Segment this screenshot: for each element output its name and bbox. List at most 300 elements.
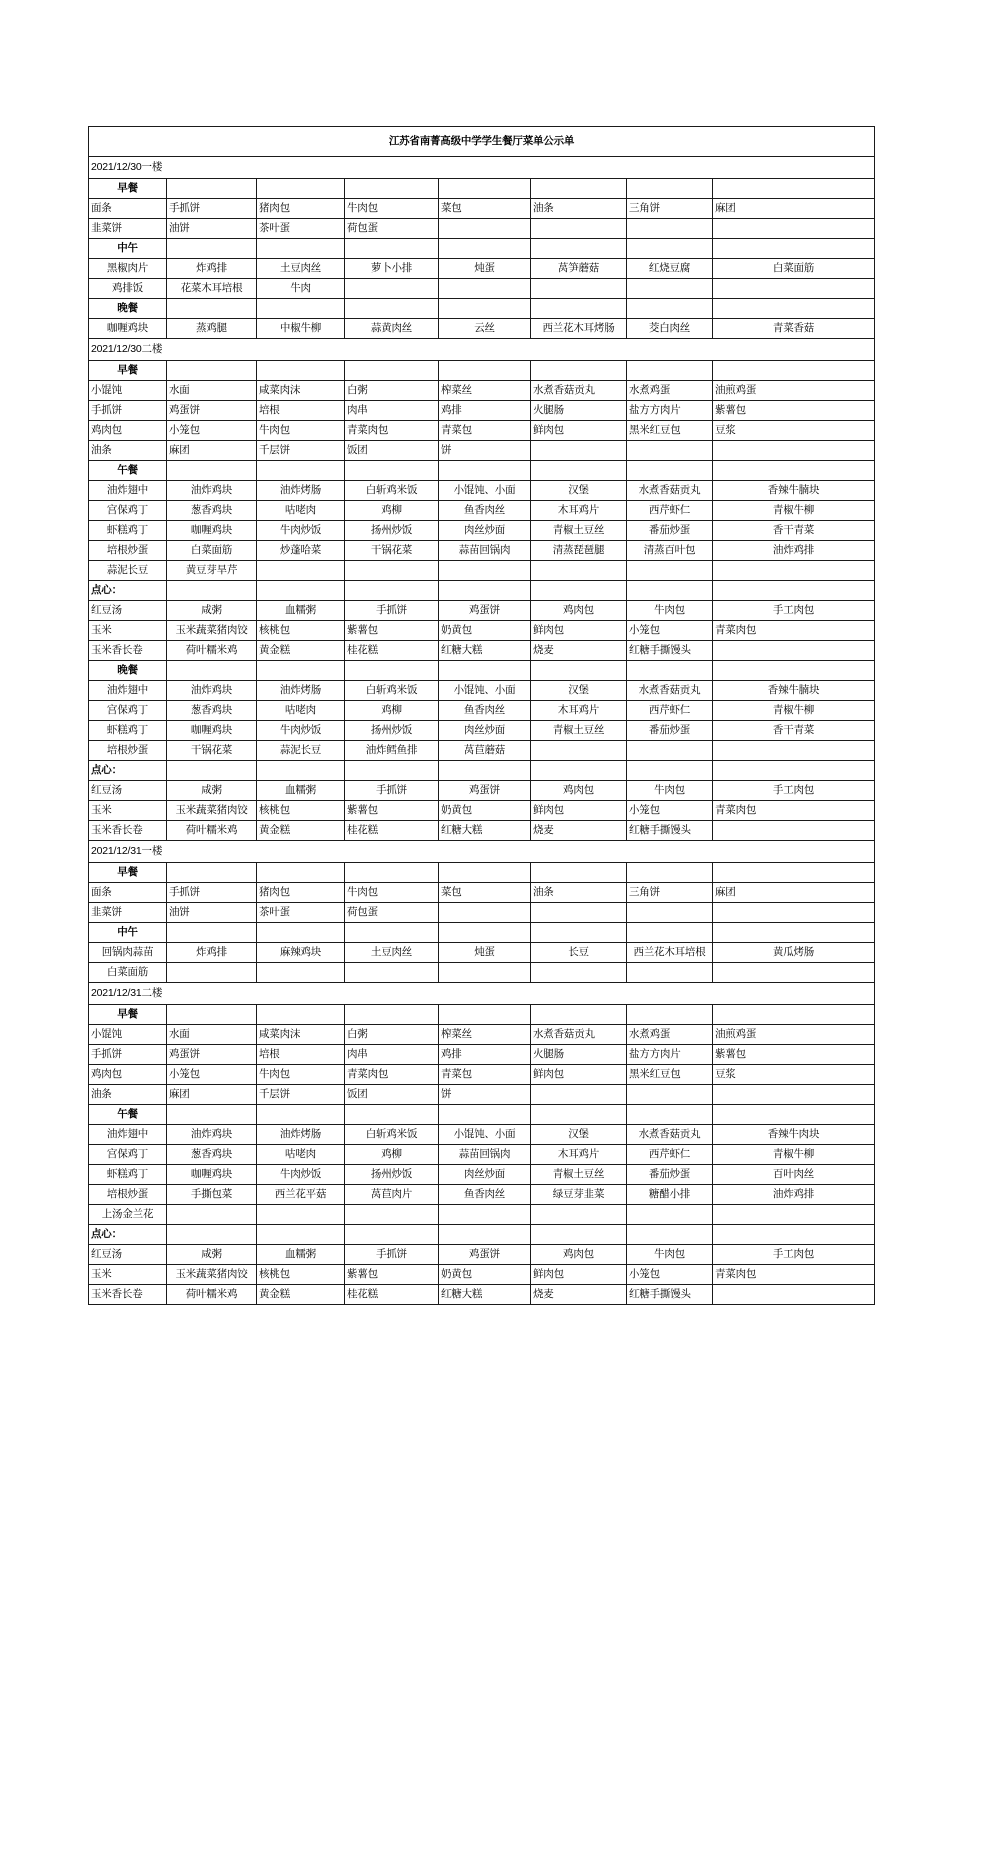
dish-cell: 青椒牛柳 (713, 701, 875, 721)
dish-cell: 油煎鸡蛋 (713, 381, 875, 401)
dish-cell: 水面 (167, 381, 257, 401)
empty-cell (531, 219, 627, 239)
empty-cell (627, 741, 713, 761)
dish-cell: 油炸烤肠 (257, 1125, 345, 1145)
meal-header-row (89, 923, 875, 943)
empty-cell (713, 821, 875, 841)
dish-cell: 肉串 (345, 401, 439, 421)
dish-cell: 青椒牛柳 (713, 501, 875, 521)
empty-cell (167, 1005, 257, 1025)
empty-cell (531, 279, 627, 299)
empty-cell (345, 179, 439, 199)
dish-cell: 鲜肉包 (531, 1065, 627, 1085)
dish-cell: 豆浆 (713, 1065, 875, 1085)
dish-cell: 水煮香菇贡丸 (627, 481, 713, 501)
table-row (89, 1145, 875, 1165)
dish-cell: 炒蓬哈菜 (257, 541, 345, 561)
dish-cell: 黄金糕 (257, 641, 345, 661)
empty-cell (345, 1225, 439, 1245)
empty-cell (345, 561, 439, 581)
table-row (89, 441, 875, 461)
dish-cell: 咖喱鸡块 (89, 319, 167, 339)
empty-cell (345, 923, 439, 943)
dish-cell: 火腿肠 (531, 1045, 627, 1065)
dish-cell: 鸡蛋饼 (167, 1045, 257, 1065)
date-label: 2021/12/31一楼 (89, 841, 875, 863)
empty-cell (439, 179, 531, 199)
dish-cell: 蒜苗回锅肉 (439, 541, 531, 561)
table-row (89, 741, 875, 761)
dish-cell: 牛肉包 (627, 601, 713, 621)
empty-cell (531, 741, 627, 761)
dish-cell: 白斩鸡米饭 (345, 1125, 439, 1145)
dish-cell: 油饼 (167, 219, 257, 239)
dish-cell: 蒜泥长豆 (257, 741, 345, 761)
title-row (89, 127, 875, 157)
table-row (89, 279, 875, 299)
empty-cell (257, 923, 345, 943)
empty-cell (167, 1225, 257, 1245)
dish-cell: 榨菜丝 (439, 381, 531, 401)
dish-cell: 手工肉包 (713, 1245, 875, 1265)
dish-cell: 韭菜饼 (89, 903, 167, 923)
table-row (89, 601, 875, 621)
empty-cell (713, 641, 875, 661)
date-header-row (89, 339, 875, 361)
dish-cell: 油炸翅中 (89, 481, 167, 501)
table-row (89, 481, 875, 501)
dish-cell: 紫薯包 (713, 401, 875, 421)
dish-cell: 炸鸡排 (167, 259, 257, 279)
date-label: 2021/12/30二楼 (89, 339, 875, 361)
dish-cell: 鸡肉包 (531, 601, 627, 621)
dish-cell: 咖喱鸡块 (167, 1165, 257, 1185)
empty-cell (257, 581, 345, 601)
dish-cell: 长豆 (531, 943, 627, 963)
dish-cell: 小笼包 (167, 421, 257, 441)
empty-cell (345, 1205, 439, 1225)
dish-cell: 鸡排 (439, 1045, 531, 1065)
empty-cell (627, 561, 713, 581)
meal-header-row (89, 361, 875, 381)
dish-cell: 青椒土豆丝 (531, 521, 627, 541)
dish-cell: 奶黄包 (439, 621, 531, 641)
dish-cell: 白斩鸡米饭 (345, 681, 439, 701)
dish-cell: 鱼香肉丝 (439, 701, 531, 721)
snack-label: 点心： (89, 1225, 167, 1245)
empty-cell (439, 279, 531, 299)
dish-cell: 咖喱鸡块 (167, 721, 257, 741)
empty-cell (627, 661, 713, 681)
dish-cell: 牛肉包 (257, 1065, 345, 1085)
dish-cell: 千层饼 (257, 441, 345, 461)
empty-cell (167, 963, 257, 983)
dish-cell: 玉米香长卷 (89, 821, 167, 841)
dish-cell: 肉丝炒面 (439, 521, 531, 541)
empty-cell (713, 361, 875, 381)
dish-cell: 鸡蛋饼 (167, 401, 257, 421)
dish-cell: 核桃包 (257, 621, 345, 641)
empty-cell (439, 863, 531, 883)
empty-cell (345, 239, 439, 259)
dish-cell: 油炸翅中 (89, 1125, 167, 1145)
dish-cell: 小笼包 (167, 1065, 257, 1085)
dish-cell: 土豆肉丝 (345, 943, 439, 963)
dish-cell: 手抓饼 (89, 401, 167, 421)
empty-cell (531, 179, 627, 199)
table-row (89, 1285, 875, 1305)
dish-cell: 宫保鸡丁 (89, 701, 167, 721)
dish-cell: 手工肉包 (713, 781, 875, 801)
dish-cell: 莴笋蘑菇 (531, 259, 627, 279)
empty-cell (345, 863, 439, 883)
meal-label: 早餐 (89, 179, 167, 199)
dish-cell: 油饼 (167, 903, 257, 923)
dish-cell: 绿豆芽韭菜 (531, 1185, 627, 1205)
menu-sheet (88, 126, 874, 1305)
dish-cell: 培根炒蛋 (89, 541, 167, 561)
empty-cell (531, 963, 627, 983)
dish-cell: 紫薯包 (345, 621, 439, 641)
empty-cell (627, 1205, 713, 1225)
empty-cell (713, 903, 875, 923)
empty-cell (439, 581, 531, 601)
dish-cell: 咸菜肉沫 (257, 381, 345, 401)
dish-cell: 木耳鸡片 (531, 501, 627, 521)
dish-cell: 手抓饼 (345, 1245, 439, 1265)
dish-cell: 回锅肉蒜苗 (89, 943, 167, 963)
empty-cell (627, 461, 713, 481)
empty-cell (257, 963, 345, 983)
dish-cell: 荷叶糯米鸡 (167, 821, 257, 841)
empty-cell (627, 219, 713, 239)
dish-cell: 麻团 (167, 1085, 257, 1105)
meal-header-row (89, 239, 875, 259)
dish-cell: 玉米蔬菜猪肉饺 (167, 1265, 257, 1285)
dish-cell: 油炸鳕鱼排 (345, 741, 439, 761)
dish-cell: 鸡肉包 (89, 421, 167, 441)
dish-cell: 培根 (257, 1045, 345, 1065)
dish-cell: 青椒土豆丝 (531, 721, 627, 741)
meal-header-row (89, 761, 875, 781)
dish-cell: 火腿肠 (531, 401, 627, 421)
dish-cell: 麻团 (713, 883, 875, 903)
empty-cell (167, 299, 257, 319)
page-title: 江苏省南菁高级中学学生餐厅菜单公示单 (89, 127, 875, 157)
dish-cell: 面条 (89, 199, 167, 219)
dish-cell: 菜包 (439, 199, 531, 219)
dish-cell: 油炸鸡排 (713, 541, 875, 561)
dish-cell: 青菜包 (439, 421, 531, 441)
dish-cell: 玉米蔬菜猪肉饺 (167, 801, 257, 821)
empty-cell (627, 903, 713, 923)
dish-cell: 核桃包 (257, 801, 345, 821)
dish-cell: 西兰花平菇 (257, 1185, 345, 1205)
meal-label: 晚餐 (89, 661, 167, 681)
dish-cell: 油煎鸡蛋 (713, 1025, 875, 1045)
dish-cell: 红豆汤 (89, 1245, 167, 1265)
empty-cell (627, 1225, 713, 1245)
empty-cell (713, 561, 875, 581)
dish-cell: 清蒸琵琶腿 (531, 541, 627, 561)
empty-cell (713, 761, 875, 781)
dish-cell: 豆浆 (713, 421, 875, 441)
dish-cell: 虾糕鸡丁 (89, 1165, 167, 1185)
meal-header-row (89, 461, 875, 481)
dish-cell: 鲜肉包 (531, 421, 627, 441)
table-row (89, 1045, 875, 1065)
meal-label: 午餐 (89, 461, 167, 481)
dish-cell: 麻团 (713, 199, 875, 219)
dish-cell: 白粥 (345, 1025, 439, 1045)
meal-label: 早餐 (89, 863, 167, 883)
dish-cell: 鲜肉包 (531, 801, 627, 821)
empty-cell (713, 741, 875, 761)
dish-cell: 鱼香肉丝 (439, 501, 531, 521)
empty-cell (627, 361, 713, 381)
dish-cell: 小馄饨、小面 (439, 1125, 531, 1145)
dish-cell: 小笼包 (627, 621, 713, 641)
dish-cell: 荷包蛋 (345, 903, 439, 923)
dish-cell: 红烧豆腐 (627, 259, 713, 279)
empty-cell (345, 581, 439, 601)
dish-cell: 番茄炒蛋 (627, 721, 713, 741)
table-row (89, 1085, 875, 1105)
dish-cell: 荷叶糯米鸡 (167, 1285, 257, 1305)
dish-cell: 鸡肉包 (531, 1245, 627, 1265)
table-row (89, 501, 875, 521)
dish-cell: 蒜苗回锅肉 (439, 1145, 531, 1165)
dish-cell: 鸡肉包 (89, 1065, 167, 1085)
empty-cell (531, 1085, 627, 1105)
dish-cell: 香干青菜 (713, 721, 875, 741)
dish-cell: 香辣牛腩块 (713, 481, 875, 501)
dish-cell: 鸡柳 (345, 501, 439, 521)
table-row (89, 963, 875, 983)
table-row (89, 1245, 875, 1265)
dish-cell: 茶叶蛋 (257, 219, 345, 239)
dish-cell: 木耳鸡片 (531, 701, 627, 721)
dish-cell: 玉米 (89, 801, 167, 821)
empty-cell (627, 299, 713, 319)
dish-cell: 鸡蛋饼 (439, 1245, 531, 1265)
dish-cell: 青菜香菇 (713, 319, 875, 339)
dish-cell: 葱香鸡块 (167, 501, 257, 521)
table-row (89, 781, 875, 801)
meal-label: 早餐 (89, 1005, 167, 1025)
meal-label: 中午 (89, 923, 167, 943)
dish-cell: 番茄炒蛋 (627, 1165, 713, 1185)
empty-cell (167, 1205, 257, 1225)
dish-cell: 青菜肉包 (713, 1265, 875, 1285)
table-row (89, 219, 875, 239)
dish-cell: 黄金糕 (257, 1285, 345, 1305)
dish-cell: 莴苣肉片 (345, 1185, 439, 1205)
dish-cell: 鸡排饭 (89, 279, 167, 299)
empty-cell (713, 441, 875, 461)
dish-cell: 虾糕鸡丁 (89, 721, 167, 741)
empty-cell (439, 903, 531, 923)
dish-cell: 红糖手撕馒头 (627, 821, 713, 841)
empty-cell (531, 299, 627, 319)
dish-cell: 咕咾肉 (257, 1145, 345, 1165)
dish-cell: 榨菜丝 (439, 1025, 531, 1045)
date-header-row (89, 983, 875, 1005)
dish-cell: 黑米红豆包 (627, 1065, 713, 1085)
dish-cell: 鸡肉包 (531, 781, 627, 801)
table-row (89, 319, 875, 339)
dish-cell: 鸡柳 (345, 701, 439, 721)
dish-cell: 油炸鸡块 (167, 1125, 257, 1145)
table-row (89, 621, 875, 641)
meal-header-row (89, 299, 875, 319)
empty-cell (167, 581, 257, 601)
dish-cell: 白斩鸡米饭 (345, 481, 439, 501)
empty-cell (627, 581, 713, 601)
dish-cell: 水煮香菇贡丸 (627, 1125, 713, 1145)
table-row (89, 883, 875, 903)
dish-cell: 黄瓜烤肠 (713, 943, 875, 963)
empty-cell (257, 1205, 345, 1225)
dish-cell: 玉米香长卷 (89, 641, 167, 661)
dish-cell: 扬州炒饭 (345, 1165, 439, 1185)
table-row (89, 199, 875, 219)
empty-cell (345, 461, 439, 481)
dish-cell: 干锅花菜 (345, 541, 439, 561)
empty-cell (531, 361, 627, 381)
table-row (89, 903, 875, 923)
empty-cell (531, 903, 627, 923)
empty-cell (713, 923, 875, 943)
dish-cell: 三角饼 (627, 199, 713, 219)
dish-cell: 牛肉包 (345, 883, 439, 903)
empty-cell (627, 441, 713, 461)
dish-cell: 小笼包 (627, 801, 713, 821)
table-row (89, 521, 875, 541)
dish-cell: 桂花糕 (345, 1285, 439, 1305)
table-row (89, 1185, 875, 1205)
empty-cell (345, 661, 439, 681)
empty-cell (713, 581, 875, 601)
dish-cell: 油炸翅中 (89, 681, 167, 701)
empty-cell (627, 1085, 713, 1105)
empty-cell (531, 761, 627, 781)
empty-cell (531, 1205, 627, 1225)
empty-cell (713, 219, 875, 239)
empty-cell (627, 179, 713, 199)
dish-cell: 油炸烤肠 (257, 481, 345, 501)
dish-cell: 宫保鸡丁 (89, 501, 167, 521)
empty-cell (439, 1005, 531, 1025)
dish-cell: 油炸鸡块 (167, 481, 257, 501)
empty-cell (713, 239, 875, 259)
dish-cell: 西兰花木耳烤肠 (531, 319, 627, 339)
dish-cell: 麻辣鸡块 (257, 943, 345, 963)
empty-cell (439, 561, 531, 581)
dish-cell: 木耳鸡片 (531, 1145, 627, 1165)
dish-cell: 玉米香长卷 (89, 1285, 167, 1305)
meal-header-row (89, 581, 875, 601)
empty-cell (439, 963, 531, 983)
meal-header-row (89, 661, 875, 681)
dish-cell: 红糖大糕 (439, 641, 531, 661)
empty-cell (531, 581, 627, 601)
snack-label: 点心： (89, 581, 167, 601)
snack-label: 点心： (89, 761, 167, 781)
dish-cell: 香干青菜 (713, 521, 875, 541)
dish-cell: 血糯粥 (257, 601, 345, 621)
dish-cell: 牛肉包 (345, 199, 439, 219)
dish-cell: 牛肉包 (627, 1245, 713, 1265)
dish-cell: 虾糕鸡丁 (89, 521, 167, 541)
dish-cell: 小馄饨 (89, 381, 167, 401)
dish-cell: 韭菜饼 (89, 219, 167, 239)
meal-label: 中午 (89, 239, 167, 259)
empty-cell (713, 299, 875, 319)
empty-cell (439, 923, 531, 943)
dish-cell: 手抓饼 (167, 199, 257, 219)
dish-cell: 肉串 (345, 1045, 439, 1065)
empty-cell (257, 761, 345, 781)
dish-cell: 小馄饨、小面 (439, 481, 531, 501)
table-row (89, 1205, 875, 1225)
dish-cell: 西芹虾仁 (627, 1145, 713, 1165)
dish-cell: 西芹虾仁 (627, 501, 713, 521)
empty-cell (713, 179, 875, 199)
dish-cell: 油炸烤肠 (257, 681, 345, 701)
dish-cell: 干锅花菜 (167, 741, 257, 761)
dish-cell: 花菜木耳培根 (167, 279, 257, 299)
dish-cell: 手撕包菜 (167, 1185, 257, 1205)
dish-cell: 油条 (531, 883, 627, 903)
empty-cell (713, 863, 875, 883)
dish-cell: 紫薯包 (345, 801, 439, 821)
empty-cell (439, 1205, 531, 1225)
meal-header-row (89, 1005, 875, 1025)
empty-cell (531, 1225, 627, 1245)
dish-cell: 西芹虾仁 (627, 701, 713, 721)
dish-cell: 鸡排 (439, 401, 531, 421)
empty-cell (627, 239, 713, 259)
empty-cell (345, 761, 439, 781)
meal-label: 午餐 (89, 1105, 167, 1125)
table-row (89, 401, 875, 421)
table-row (89, 701, 875, 721)
dish-cell: 宫保鸡丁 (89, 1145, 167, 1165)
empty-cell (257, 1105, 345, 1125)
dish-cell: 蒸鸡腿 (167, 319, 257, 339)
dish-cell: 香辣牛腩块 (713, 681, 875, 701)
dish-cell: 千层饼 (257, 1085, 345, 1105)
dish-cell: 面条 (89, 883, 167, 903)
dish-cell: 鸡蛋饼 (439, 601, 531, 621)
dish-cell: 饭团 (345, 1085, 439, 1105)
empty-cell (167, 179, 257, 199)
dish-cell: 中椒牛柳 (257, 319, 345, 339)
empty-cell (167, 461, 257, 481)
table-row (89, 1265, 875, 1285)
dish-cell: 烧麦 (531, 1285, 627, 1305)
dish-cell: 油条 (89, 1085, 167, 1105)
dish-cell: 青椒土豆丝 (531, 1165, 627, 1185)
dish-cell: 汉堡 (531, 481, 627, 501)
empty-cell (167, 239, 257, 259)
dish-cell: 菜包 (439, 883, 531, 903)
dish-cell: 鲜肉包 (531, 621, 627, 641)
dish-cell: 手抓饼 (345, 601, 439, 621)
dish-cell: 汉堡 (531, 681, 627, 701)
dish-cell: 血糯粥 (257, 1245, 345, 1265)
